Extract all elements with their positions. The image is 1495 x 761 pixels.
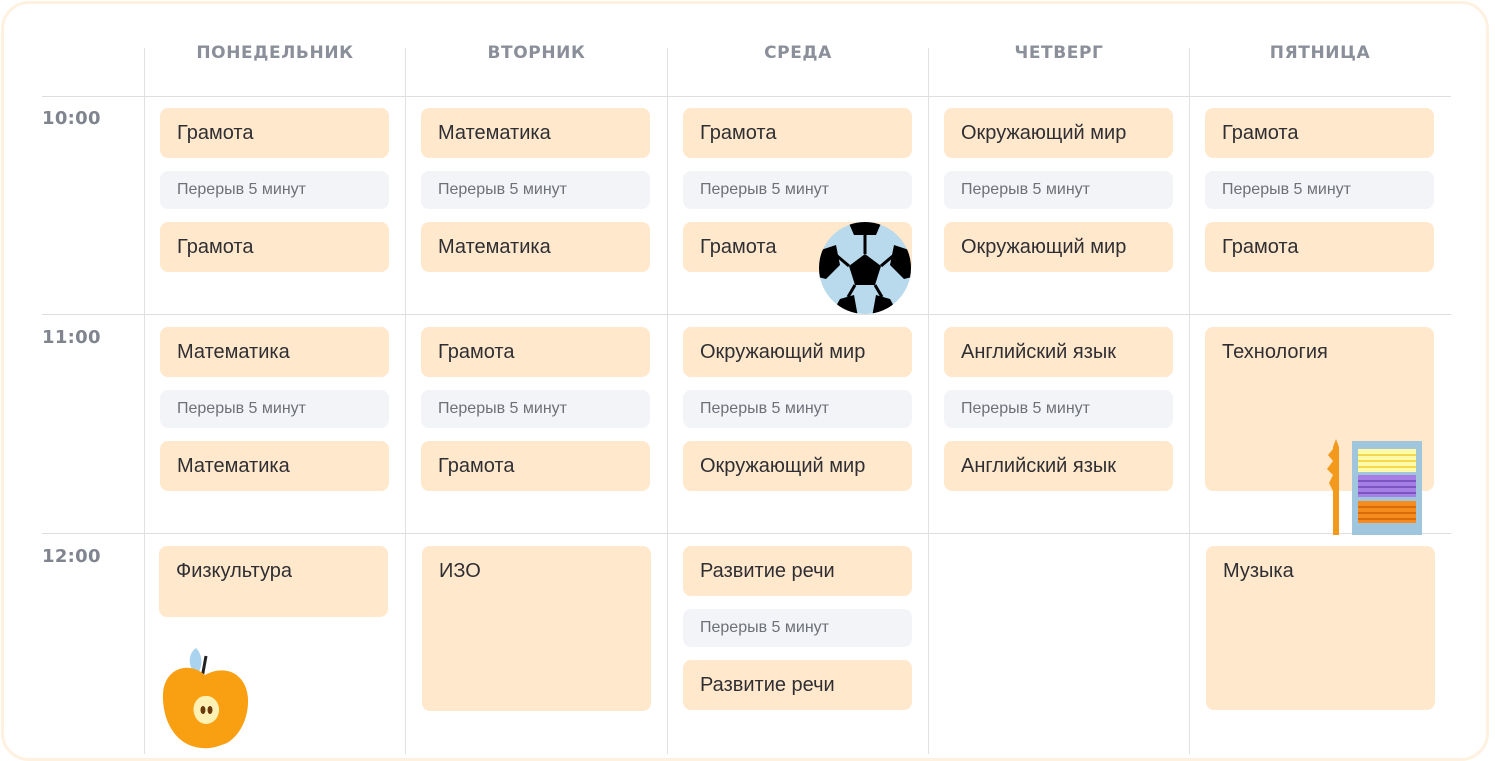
lesson-card[interactable]: Развитие речи [683,546,912,596]
break-card: Перерыв 5 минут [421,171,650,209]
lesson-card[interactable]: Математика [160,441,389,491]
lesson-card[interactable]: Английский язык [944,441,1173,491]
lesson-card[interactable]: Грамота [1205,222,1434,272]
row-divider [42,314,1451,315]
break-card: Перерыв 5 минут [683,609,912,647]
lesson-card[interactable]: Развитие речи [683,660,912,710]
lesson-card[interactable]: Математика [160,327,389,377]
lesson-card[interactable]: Окружающий мир [683,327,912,377]
day-header-thursday: ЧЕТВЕРГ [1014,43,1104,63]
day-header-monday: ПОНЕДЕЛЬНИК [196,43,354,63]
lesson-card[interactable]: Грамота [160,108,389,158]
lesson-card[interactable]: Математика [421,108,650,158]
lesson-card[interactable]: Физкультура [159,546,388,617]
lesson-card[interactable]: Математика [421,222,650,272]
break-card: Перерыв 5 минут [683,171,912,209]
time-label-12: 12:00 [42,546,101,567]
break-card: Перерыв 5 минут [944,390,1173,428]
column-divider [405,48,406,754]
lesson-card[interactable]: Окружающий мир [944,222,1173,272]
column-divider [928,48,929,754]
break-card: Перерыв 5 минут [160,171,389,209]
lesson-card[interactable]: Грамота [683,222,912,272]
break-card: Перерыв 5 минут [944,171,1173,209]
lesson-card[interactable]: Музыка [1206,546,1435,710]
lesson-card[interactable]: Грамота [421,327,650,377]
apple-icon [158,647,254,751]
lesson-card[interactable]: Грамота [421,441,650,491]
lesson-card[interactable]: Окружающий мир [683,441,912,491]
lesson-card[interactable]: Грамота [1205,108,1434,158]
lesson-card[interactable]: Грамота [160,222,389,272]
day-header-friday: ПЯТНИЦА [1269,43,1371,63]
break-card: Перерыв 5 минут [160,390,389,428]
time-label-10: 10:00 [42,108,101,129]
lesson-card[interactable]: Технология [1205,327,1434,491]
break-card: Перерыв 5 минут [1205,171,1434,209]
break-card: Перерыв 5 минут [421,390,650,428]
lesson-card[interactable]: Английский язык [944,327,1173,377]
row-divider [42,533,1451,534]
books-and-pencil-icon [1326,439,1426,535]
lesson-card[interactable]: Окружающий мир [944,108,1173,158]
column-divider [144,48,145,754]
break-card: Перерыв 5 минут [683,390,912,428]
column-divider [667,48,668,754]
lesson-card[interactable]: ИЗО [422,546,651,711]
row-divider [42,96,1451,97]
lesson-card[interactable]: Грамота [683,108,912,158]
column-divider [1189,48,1190,754]
day-header-wednesday: СРЕДА [764,43,832,63]
soccer-ball-icon [818,221,914,317]
time-label-11: 11:00 [42,327,101,348]
day-header-tuesday: ВТОРНИК [487,43,586,63]
